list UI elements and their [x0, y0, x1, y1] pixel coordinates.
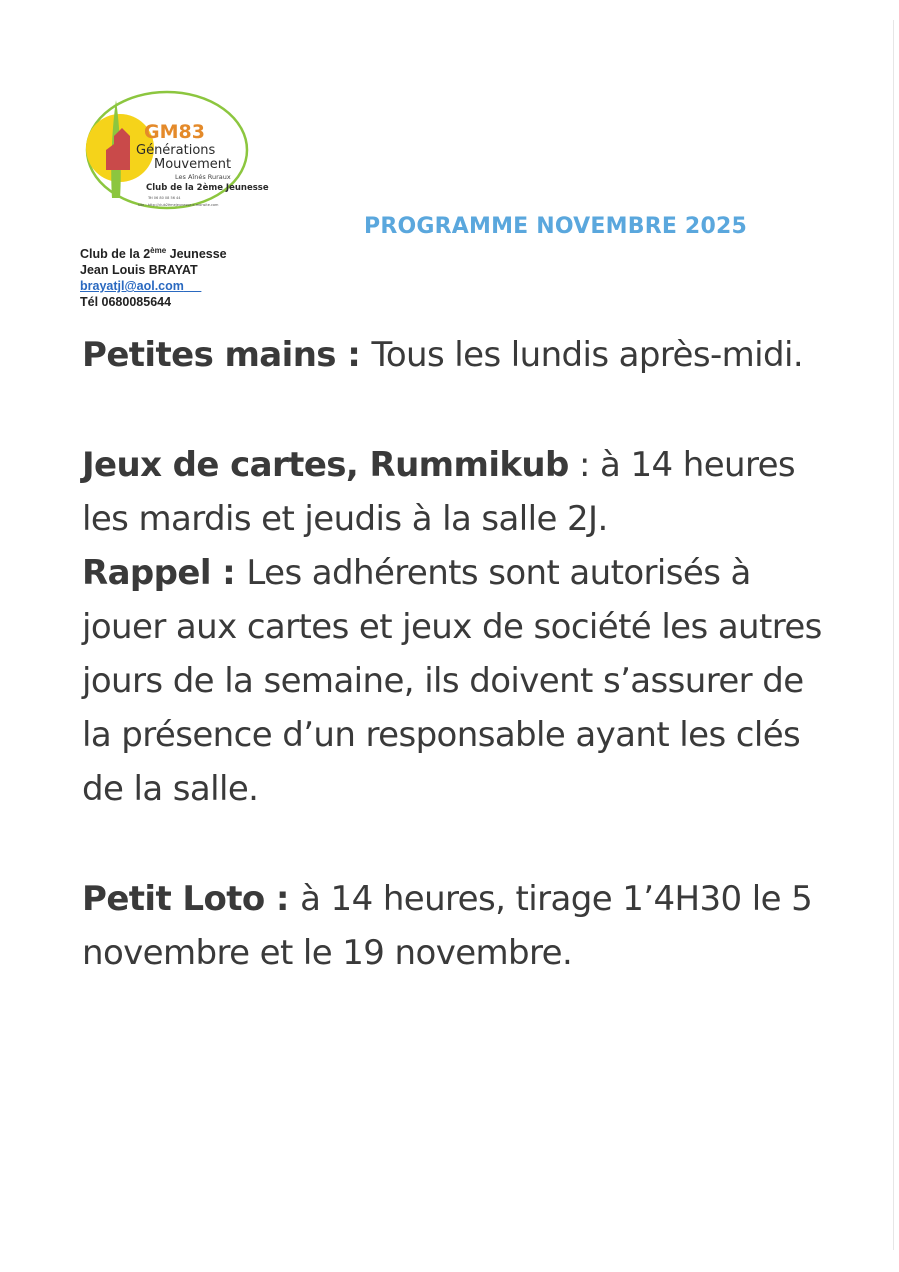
section-loto: Petit Loto : à 14 heures, tirage 1’4H30 le 5 novembre et le 19 novembre. — [82, 879, 813, 973]
gm83-logo-graphic — [82, 88, 269, 212]
logo-site: site : http://club2èmejeunesse.e-monsite.com — [138, 203, 219, 207]
logo-phone: Tél 06 80 08 56 44 — [148, 196, 181, 200]
section-text: à 14 heures les mardis et jeudis à la salle 2J. — [82, 445, 796, 539]
logo-line1: Générations — [136, 143, 216, 158]
section-label: Rappel — [82, 553, 211, 593]
logo-subtitle: Les Aînés Ruraux — [175, 173, 231, 181]
logo-brand: GM83 — [144, 121, 205, 143]
scan-edge-line — [893, 20, 894, 1250]
section-label: Jeux de cartes, Rummikub — [82, 445, 569, 485]
section-label: Petit Loto — [82, 879, 265, 919]
contact-club: Club de la 2ème Jeunesse — [80, 246, 227, 261]
page-title: PROGRAMME NOVEMBRE 2025 — [364, 214, 747, 239]
logo-club: Club de la 2ème Jeunesse — [146, 183, 269, 193]
contact-phone: Tél 0680085644 — [80, 295, 172, 309]
contact-name: Jean Louis BRAYAT — [80, 263, 198, 277]
section-petites-mains: Petites mains : Tous les lundis après-midi. — [82, 335, 804, 375]
programme-content — [82, 328, 842, 980]
section-label: Petites mains — [82, 335, 336, 375]
section-text: Tous les lundis après-midi. — [371, 335, 804, 375]
section-rappel: Rappel : Les adhérents sont autorisés à jouer aux cartes et jeux de société les autres jours de la semaine, ils doivent s’assurer de la présence d’un responsable ayant les clés de la salle. — [82, 553, 822, 809]
contact-email-link[interactable]: brayatjl@aol.com — [80, 279, 184, 293]
section-jeux: Jeux de cartes, Rummikub : à 14 heures les mardis et jeudis à la salle 2J. — [82, 445, 796, 539]
section-text: Les adhérents sont autorisés à jouer aux cartes et jeux de société les autres jours de la semaine, ils doivent s’assurer de la présence d’un responsable ayant les clés de la salle. — [82, 553, 822, 809]
section-text: à 14 heures, tirage 1’4H30 le 5 novembre et le 19 novembre. — [82, 879, 813, 973]
contact-block — [80, 246, 227, 310]
logo-line2: Mouvement — [154, 157, 232, 172]
club-logo — [82, 88, 269, 212]
